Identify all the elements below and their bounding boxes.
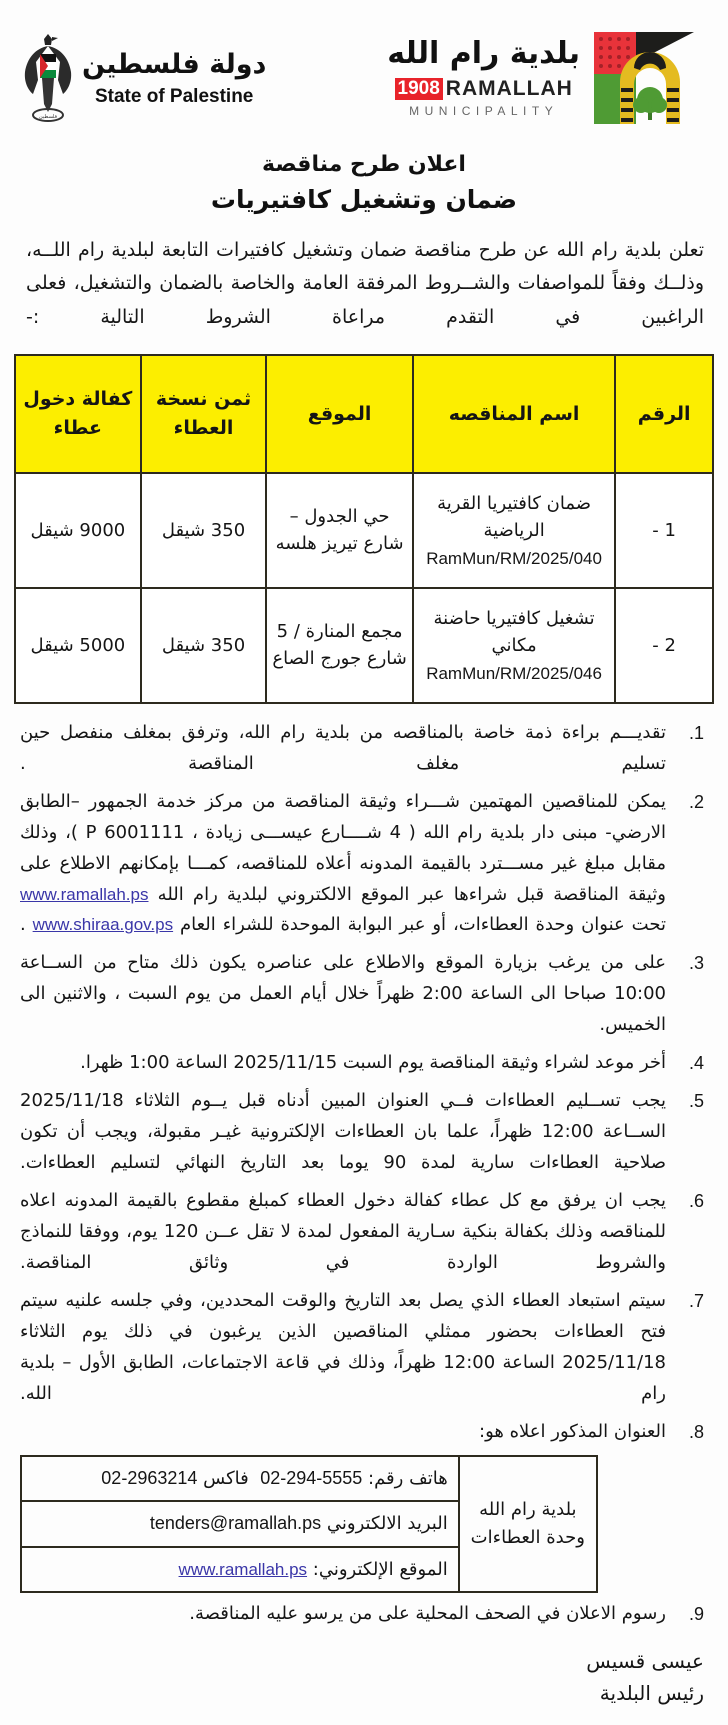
condition-text-prefix: يمكن للمناقصين المهتمين شـــراء وثيقة المناقصة من مركز خدمة الجمهور –الطابق الارضي- مبنى دار بلدية رام الله ( 4 شــــارع عيســـى زيادة ، P 6001111 )، وذلك مقابل مبلغ غير مســـترد بالقيمة المدونه أعلاه للمناقصه، كمـــا بإمكانهم الاطلاع على وثيقة المناقصة قبل شراءها عبر الموقع الالكتروني لبلدية رام الله (20, 790, 667, 905)
condition-item-6 (20, 1186, 708, 1279)
condition-item-7 (20, 1286, 708, 1410)
column-header-number: الرقم (615, 355, 713, 473)
ramallah-website-link[interactable]: www.ramallah.ps (20, 884, 149, 904)
tender-reference-code: RamMun/RM/2025/040 (426, 548, 602, 568)
cell-location: حي الجدول – شارع تيريز هلسه (266, 473, 413, 588)
contact-email-cell (21, 1501, 459, 1547)
condition-text-suffix: . (20, 914, 33, 936)
signatory-position: رئيس البلدية (599, 1681, 704, 1706)
signatory-name: عيسى قسيس (586, 1649, 704, 1674)
website-label: الموقع الإلكتروني: (312, 1558, 448, 1580)
condition-text: تقديـــم براءة ذمة خاصة بالمناقصه من بلدية رام الله، وترفق بمغلف منفصل حين تسليم مغلف المناقصة . (20, 721, 666, 774)
cell-tender-name (413, 588, 615, 703)
shiraa-portal-link[interactable]: www.shiraa.gov.ps (32, 915, 174, 935)
cell-location: مجمع المنارة / 5 شارع جورج الصاع (266, 588, 413, 703)
tender-reference-code: RamMun/RM/2025/046 (426, 663, 602, 683)
contact-label-cell: بلدية رام الله وحدة العطاءات (459, 1456, 597, 1593)
ramallah-arabic-wordmark: بلدية رام الله (387, 35, 580, 71)
column-header-tender-name: اسم المناقصه (413, 355, 615, 473)
ramallah-municipality-logo-icon (590, 28, 700, 128)
svg-text:فلسطين: فلسطين (39, 114, 57, 120)
contact-row (21, 1456, 597, 1502)
contact-box-wrapper (14, 1455, 714, 1594)
palestine-eagle-emblem-icon (22, 32, 74, 124)
ramallah-founding-year: 1908 (395, 78, 443, 100)
condition-text: رسوم الاعلان في الصحف المحلية على من يرسو عليه المناقصة. (189, 1603, 666, 1625)
condition-item-5 (20, 1086, 708, 1179)
page-title: اعلان طرح مناقصة (262, 152, 466, 177)
table-header-row (15, 355, 713, 473)
condition-item-3 (20, 948, 708, 1041)
page-subtitle: ضمان وتشغيل كافتيريات (210, 185, 518, 214)
cell-copy-price: 350 شيقل (141, 588, 267, 703)
condition-text: يجب تســليم العطاءات فــي العنوان المبين أدناه قبل يــوم الثلاثاء 2025/11/18 الســاعة 12:00 ظهراً، علما بان العطاءات الإلكترونية غيـر مقبولة، ويجب أن تكون صلاحية العطاءات سارية لمدة 90 يوما بعد التاريخ النهائي لتسليم العطاءات. (20, 1090, 667, 1174)
cell-copy-price: 350 شيقل (141, 473, 267, 588)
cell-row-number: 2 - (615, 588, 713, 703)
contact-table (20, 1455, 598, 1594)
condition-item-9 (20, 1599, 708, 1630)
condition-text: على من يرغب بزيارة الموقع والاطلاع على عناصره يكون ذلك متاح من الســاعة 10:00 صباحا الى الساعة 2:00 ظهراً خلال أيام العمل من يوم السبت ، والاثنين الى الخميس. (20, 952, 666, 1036)
condition-item-1 (20, 718, 708, 780)
table-row (15, 473, 713, 588)
phone-label: هاتف رقم: (368, 1467, 448, 1489)
contact-phone-line (32, 1463, 448, 1495)
fax-label: فاكس (203, 1467, 249, 1489)
condition-item-2 (20, 787, 708, 942)
condition-text-middle: تحت عنوان وحدة العطاءات، أو عبر البوابة الموحدة للشراء العام (173, 914, 666, 936)
condition-text: أخر موعد لشراء وثيقة المناقصة يوم السبت 2025/11/15 الساعة 1:00 ظهرا. (80, 1052, 666, 1074)
tender-name-text: تشغيل كافتيريا حاضنة مكاني (433, 607, 595, 656)
document-header (14, 18, 714, 146)
cell-entry-bond: 5000 شيقل (15, 588, 141, 703)
email-address: tenders@ramallah.ps (149, 1513, 322, 1534)
tender-name-text: ضمان كافتيريا القرية الرياضية (437, 492, 592, 541)
cell-row-number: 1 - (615, 473, 713, 588)
conditions-list (14, 718, 714, 1448)
column-header-entry-bond: كفالة دخول عطاء (15, 355, 141, 473)
contact-website-line (32, 1554, 448, 1586)
state-of-palestine-block (22, 32, 266, 124)
ramallah-municipality-subtitle: MUNICIPALITY (409, 103, 559, 118)
cell-entry-bond: 9000 شيقل (15, 473, 141, 588)
intro-paragraph: تعلن بلدية رام الله عن طرح مناقصة ضمان وتشغيل كافتيرات التابعة لبلدية رام اللــه، وذلــك وفقاً للمواصفات والشــروط المرفقة العامة والخاصة بالضمان والتشغيل، فعلى الراغبين في التقدم مراعاة الشروط التالية :- (26, 239, 704, 328)
table-row (15, 588, 713, 703)
ramallah-municipality-block (387, 28, 700, 128)
contact-website-cell (21, 1547, 459, 1593)
condition-text: العنوان المذكور اعلاه هو: (479, 1420, 666, 1442)
phone-number: 02-294-5555 (260, 1467, 363, 1488)
tender-table (14, 354, 714, 704)
condition-text: سيتم استبعاد العطاء الذي يصل بعد التاريخ والوقت المحددين، وفي جلسه علنيه سيتم فتح العطاءات بحضور ممثلي المناقصين الذين يرغبون في ذلك يوم الثلاثاء 2025/11/18 الساعة 12:00 ظهراً، وذلك في قاعة الاجتماعات، الطابق الأول – بلدية رام الله. (20, 1289, 666, 1404)
column-header-copy-price: ثمن نسخة العطاء (141, 355, 267, 473)
conditions-list-continued (14, 1599, 714, 1630)
contact-phone-cell (21, 1456, 459, 1502)
fax-number: 02-2963214 (101, 1467, 198, 1488)
condition-item-4 (20, 1048, 708, 1079)
signature-block (14, 1637, 714, 1715)
state-of-palestine-arabic: دولة فلسطين (82, 48, 267, 80)
cell-tender-name (413, 473, 615, 588)
column-header-location: الموقع (266, 355, 413, 473)
contact-email-line (32, 1508, 448, 1540)
email-label: البريد الالكتروني (326, 1513, 448, 1535)
contact-website-link[interactable]: www.ramallah.ps (178, 1559, 308, 1579)
ramallah-english-wordmark: RAMALLAH (445, 76, 573, 100)
state-of-palestine-english: State of Palestine (94, 85, 254, 107)
condition-item-8 (20, 1417, 708, 1448)
condition-text: يجب ان يرفق مع كل عطاء كفالة دخول العطاء كمبلغ مقطوع بالقيمة المدونه اعلاه للمناقصه وذلك بكفالة بنكية سـارية المفعول لمدة لا تقل عــن 120 يوم، ووفقا للنماذج والشروط الواردة في وثائق المناقصة. (20, 1190, 666, 1273)
